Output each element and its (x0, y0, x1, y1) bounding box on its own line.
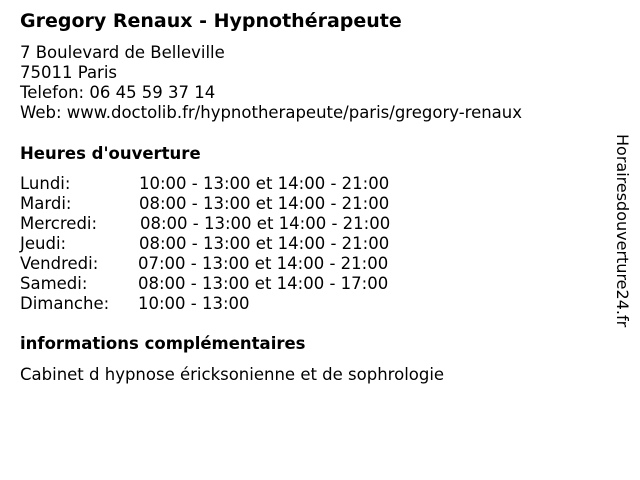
time-range: 08:00 - 13:00 et 14:00 - 21:00 (139, 234, 390, 253)
street-address: 7 Boulevard de Belleville (20, 43, 225, 62)
time-range: 08:00 - 13:00 et 14:00 - 17:00 (138, 274, 389, 293)
day-label: Lundi: (20, 174, 71, 193)
page-title: Gregory Renaux - Hypnothérapeute (20, 10, 402, 32)
time-range: 07:00 - 13:00 et 14:00 - 21:00 (138, 254, 389, 273)
time-range: 10:00 - 13:00 et 14:00 - 21:00 (139, 174, 390, 193)
day-label: Vendredi: (20, 254, 99, 273)
info-description: Cabinet d hypnose éricksonienne et de sophrologie (20, 365, 445, 384)
day-label: Dimanche: (20, 294, 110, 313)
time-range: 10:00 - 13:00 (138, 294, 250, 313)
website-link[interactable]: Web: www.doctolib.fr/hypnotherapeute/paris/gregory-renaux (20, 103, 523, 122)
hours-heading: Heures d'ouverture (20, 144, 201, 163)
time-range: 08:00 - 13:00 et 14:00 - 21:00 (139, 194, 390, 213)
day-label: Jeudi: (20, 234, 67, 253)
day-label: Mercredi: (20, 214, 98, 233)
address-block (20, 43, 522, 123)
site-watermark: Horairesdouverture24.fr (613, 134, 632, 328)
phone-number: Telefon: 06 45 59 37 14 (20, 83, 216, 102)
info-heading: informations complémentaires (20, 334, 306, 353)
day-label: Mardi: (20, 194, 72, 213)
city-postcode: 75011 Paris (20, 63, 118, 82)
day-label: Samedi: (20, 274, 88, 293)
time-range: 08:00 - 13:00 et 14:00 - 21:00 (140, 214, 391, 233)
